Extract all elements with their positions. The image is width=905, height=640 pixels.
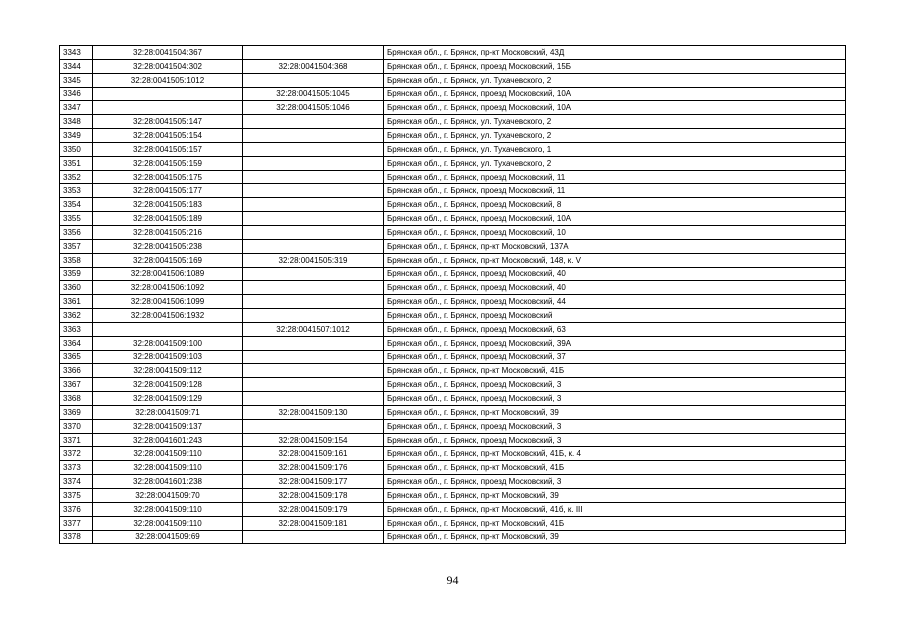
table-row (60, 87, 846, 101)
cadastral-number-cell: 32:28:0041505:159 (93, 156, 243, 170)
related-cadastral-number-cell (243, 239, 384, 253)
address-cell: Брянская обл., г. Брянск, проезд Московский, 3 (384, 392, 846, 406)
cadastral-number-cell: 32:28:0041504:367 (93, 46, 243, 60)
row-number-cell: 3372 (60, 447, 93, 461)
row-number-cell: 3371 (60, 433, 93, 447)
table-row (60, 309, 846, 323)
row-number-cell: 3343 (60, 46, 93, 60)
address-cell: Брянская обл., г. Брянск, проезд Московский, 11 (384, 170, 846, 184)
related-cadastral-number-cell (243, 46, 384, 60)
cadastral-number-cell: 32:28:0041509:129 (93, 392, 243, 406)
cadastral-number-cell: 32:28:0041509:110 (93, 461, 243, 475)
address-cell: Брянская обл., г. Брянск, пр-кт Московский, 41б, к. III (384, 502, 846, 516)
cadastral-number-cell: 32:28:0041505:238 (93, 239, 243, 253)
row-number-cell: 3353 (60, 184, 93, 198)
related-cadastral-number-cell (243, 115, 384, 129)
table-row (60, 73, 846, 87)
related-cadastral-number-cell: 32:28:0041504:368 (243, 59, 384, 73)
table-row (60, 184, 846, 198)
table-row (60, 433, 846, 447)
table-row (60, 59, 846, 73)
related-cadastral-number-cell (243, 281, 384, 295)
table-row (60, 142, 846, 156)
related-cadastral-number-cell: 32:28:0041505:319 (243, 253, 384, 267)
related-cadastral-number-cell: 32:28:0041509:178 (243, 489, 384, 503)
row-number-cell: 3350 (60, 142, 93, 156)
related-cadastral-number-cell (243, 142, 384, 156)
address-cell: Брянская обл., г. Брянск, проезд Московский (384, 309, 846, 323)
cadastral-number-cell: 32:28:0041505:189 (93, 212, 243, 226)
address-cell: Брянская обл., г. Брянск, пр-кт Московский, 39 (384, 530, 846, 544)
cadastral-number-cell: 32:28:0041505:183 (93, 198, 243, 212)
related-cadastral-number-cell: 32:28:0041509:181 (243, 516, 384, 530)
row-number-cell: 3344 (60, 59, 93, 73)
related-cadastral-number-cell (243, 156, 384, 170)
cadastral-number-cell: 32:28:0041506:1092 (93, 281, 243, 295)
related-cadastral-number-cell: 32:28:0041505:1045 (243, 87, 384, 101)
cadastral-number-cell: 32:28:0041509:110 (93, 447, 243, 461)
table-row (60, 461, 846, 475)
table-row (60, 392, 846, 406)
row-number-cell: 3369 (60, 405, 93, 419)
address-cell: Брянская обл., г. Брянск, проезд Московский, 15Б (384, 59, 846, 73)
table-row (60, 46, 846, 60)
table-row (60, 295, 846, 309)
related-cadastral-number-cell (243, 184, 384, 198)
row-number-cell: 3373 (60, 461, 93, 475)
cadastral-number-cell (93, 87, 243, 101)
row-number-cell: 3378 (60, 530, 93, 544)
cadastral-number-cell: 32:28:0041509:71 (93, 405, 243, 419)
related-cadastral-number-cell (243, 170, 384, 184)
related-cadastral-number-cell (243, 350, 384, 364)
cadastral-number-cell (93, 322, 243, 336)
related-cadastral-number-cell (243, 212, 384, 226)
cadastral-number-cell: 32:28:0041509:100 (93, 336, 243, 350)
row-number-cell: 3362 (60, 309, 93, 323)
row-number-cell: 3348 (60, 115, 93, 129)
address-cell: Брянская обл., г. Брянск, проезд Московский, 10А (384, 87, 846, 101)
table-row (60, 350, 846, 364)
related-cadastral-number-cell: 32:28:0041507:1012 (243, 322, 384, 336)
address-cell: Брянская обл., г. Брянск, проезд Московский, 3 (384, 433, 846, 447)
page-number: 94 (446, 573, 459, 587)
table-row (60, 419, 846, 433)
table-row (60, 225, 846, 239)
address-cell: Брянская обл., г. Брянск, ул. Тухачевского, 2 (384, 156, 846, 170)
row-number-cell: 3352 (60, 170, 93, 184)
cadastral-number-cell: 32:28:0041505:175 (93, 170, 243, 184)
row-number-cell: 3360 (60, 281, 93, 295)
table-row (60, 516, 846, 530)
cadastral-number-cell: 32:28:0041509:110 (93, 516, 243, 530)
address-cell: Брянская обл., г. Брянск, проезд Московский, 40 (384, 281, 846, 295)
table-row (60, 239, 846, 253)
related-cadastral-number-cell: 32:28:0041509:154 (243, 433, 384, 447)
row-number-cell: 3367 (60, 378, 93, 392)
table-row (60, 253, 846, 267)
cadastral-number-cell: 32:28:0041509:103 (93, 350, 243, 364)
address-cell: Брянская обл., г. Брянск, ул. Тухачевского, 2 (384, 73, 846, 87)
related-cadastral-number-cell (243, 73, 384, 87)
address-cell: Брянская обл., г. Брянск, пр-кт Московский, 41Б (384, 364, 846, 378)
address-cell: Брянская обл., г. Брянск, проезд Московский, 3 (384, 475, 846, 489)
table-row (60, 405, 846, 419)
cadastral-number-cell: 32:28:0041509:128 (93, 378, 243, 392)
address-cell: Брянская обл., г. Брянск, проезд Московский, 10А (384, 101, 846, 115)
address-cell: Брянская обл., г. Брянск, пр-кт Московский, 43Д (384, 46, 846, 60)
table-row (60, 378, 846, 392)
table-row (60, 156, 846, 170)
cadastral-number-cell: 32:28:0041505:1012 (93, 73, 243, 87)
address-cell: Брянская обл., г. Брянск, пр-кт Московский, 148, к. V (384, 253, 846, 267)
cadastral-number-cell: 32:28:0041509:110 (93, 502, 243, 516)
cadastral-number-cell: 32:28:0041504:302 (93, 59, 243, 73)
table-row (60, 129, 846, 143)
table-row (60, 364, 846, 378)
address-cell: Брянская обл., г. Брянск, проезд Московский, 39А (384, 336, 846, 350)
address-cell: Брянская обл., г. Брянск, проезд Московский, 10А (384, 212, 846, 226)
related-cadastral-number-cell: 32:28:0041509:130 (243, 405, 384, 419)
related-cadastral-number-cell (243, 530, 384, 544)
row-number-cell: 3375 (60, 489, 93, 503)
address-cell: Брянская обл., г. Брянск, ул. Тухачевского, 2 (384, 115, 846, 129)
address-cell: Брянская обл., г. Брянск, проезд Московский, 11 (384, 184, 846, 198)
address-cell: Брянская обл., г. Брянск, проезд Московский, 3 (384, 419, 846, 433)
related-cadastral-number-cell (243, 364, 384, 378)
row-number-cell: 3363 (60, 322, 93, 336)
table-row (60, 212, 846, 226)
address-cell: Брянская обл., г. Брянск, проезд Московский, 10 (384, 225, 846, 239)
related-cadastral-number-cell: 32:28:0041509:179 (243, 502, 384, 516)
cadastral-number-cell (93, 101, 243, 115)
related-cadastral-number-cell (243, 225, 384, 239)
address-cell: Брянская обл., г. Брянск, проезд Московский, 40 (384, 267, 846, 281)
row-number-cell: 3347 (60, 101, 93, 115)
row-number-cell: 3368 (60, 392, 93, 406)
cadastral-number-cell: 32:28:0041505:147 (93, 115, 243, 129)
table-row (60, 322, 846, 336)
address-cell: Брянская обл., г. Брянск, пр-кт Московский, 137А (384, 239, 846, 253)
row-number-cell: 3346 (60, 87, 93, 101)
table-row (60, 101, 846, 115)
cadastral-number-cell: 32:28:0041506:1089 (93, 267, 243, 281)
table-row (60, 267, 846, 281)
address-cell: Брянская обл., г. Брянск, пр-кт Московский, 39 (384, 489, 846, 503)
cadastral-number-cell: 32:28:0041509:137 (93, 419, 243, 433)
table-row (60, 502, 846, 516)
cadastral-number-cell: 32:28:0041509:69 (93, 530, 243, 544)
related-cadastral-number-cell (243, 295, 384, 309)
cadastral-table (59, 45, 846, 544)
cadastral-number-cell: 32:28:0041505:216 (93, 225, 243, 239)
row-number-cell: 3366 (60, 364, 93, 378)
table-row (60, 115, 846, 129)
table-row (60, 489, 846, 503)
address-cell: Брянская обл., г. Брянск, проезд Московский, 3 (384, 378, 846, 392)
cadastral-number-cell: 32:28:0041506:1099 (93, 295, 243, 309)
cadastral-table-body (60, 46, 846, 544)
row-number-cell: 3349 (60, 129, 93, 143)
table-row (60, 530, 846, 544)
related-cadastral-number-cell: 32:28:0041509:177 (243, 475, 384, 489)
address-cell: Брянская обл., г. Брянск, пр-кт Московский, 41Б, к. 4 (384, 447, 846, 461)
address-cell: Брянская обл., г. Брянск, проезд Московский, 44 (384, 295, 846, 309)
row-number-cell: 3374 (60, 475, 93, 489)
cadastral-number-cell: 32:28:0041509:112 (93, 364, 243, 378)
related-cadastral-number-cell: 32:28:0041509:176 (243, 461, 384, 475)
address-cell: Брянская обл., г. Брянск, пр-кт Московский, 41Б (384, 516, 846, 530)
row-number-cell: 3365 (60, 350, 93, 364)
related-cadastral-number-cell (243, 309, 384, 323)
cadastral-number-cell: 32:28:0041506:1932 (93, 309, 243, 323)
table-row (60, 475, 846, 489)
address-cell: Брянская обл., г. Брянск, проезд Московский, 37 (384, 350, 846, 364)
cadastral-number-cell: 32:28:0041601:238 (93, 475, 243, 489)
row-number-cell: 3358 (60, 253, 93, 267)
related-cadastral-number-cell (243, 419, 384, 433)
related-cadastral-number-cell (243, 392, 384, 406)
row-number-cell: 3377 (60, 516, 93, 530)
address-cell: Брянская обл., г. Брянск, пр-кт Московский, 41Б (384, 461, 846, 475)
table-row (60, 198, 846, 212)
related-cadastral-number-cell: 32:28:0041505:1046 (243, 101, 384, 115)
related-cadastral-number-cell (243, 198, 384, 212)
address-cell: Брянская обл., г. Брянск, ул. Тухачевского, 2 (384, 129, 846, 143)
address-cell: Брянская обл., г. Брянск, ул. Тухачевского, 1 (384, 142, 846, 156)
cadastral-number-cell: 32:28:0041505:177 (93, 184, 243, 198)
row-number-cell: 3351 (60, 156, 93, 170)
table-row (60, 170, 846, 184)
address-cell: Брянская обл., г. Брянск, проезд Московский, 63 (384, 322, 846, 336)
table-row (60, 336, 846, 350)
related-cadastral-number-cell (243, 378, 384, 392)
row-number-cell: 3364 (60, 336, 93, 350)
related-cadastral-number-cell: 32:28:0041509:161 (243, 447, 384, 461)
row-number-cell: 3345 (60, 73, 93, 87)
row-number-cell: 3370 (60, 419, 93, 433)
row-number-cell: 3354 (60, 198, 93, 212)
cadastral-number-cell: 32:28:0041505:154 (93, 129, 243, 143)
related-cadastral-number-cell (243, 267, 384, 281)
row-number-cell: 3356 (60, 225, 93, 239)
related-cadastral-number-cell (243, 336, 384, 350)
table-row (60, 281, 846, 295)
cadastral-number-cell: 32:28:0041505:169 (93, 253, 243, 267)
related-cadastral-number-cell (243, 129, 384, 143)
address-cell: Брянская обл., г. Брянск, проезд Московский, 8 (384, 198, 846, 212)
cadastral-number-cell: 32:28:0041509:70 (93, 489, 243, 503)
row-number-cell: 3376 (60, 502, 93, 516)
table-row (60, 447, 846, 461)
row-number-cell: 3355 (60, 212, 93, 226)
row-number-cell: 3357 (60, 239, 93, 253)
cadastral-number-cell: 32:28:0041505:157 (93, 142, 243, 156)
cadastral-number-cell: 32:28:0041601:243 (93, 433, 243, 447)
row-number-cell: 3359 (60, 267, 93, 281)
address-cell: Брянская обл., г. Брянск, пр-кт Московский, 39 (384, 405, 846, 419)
row-number-cell: 3361 (60, 295, 93, 309)
